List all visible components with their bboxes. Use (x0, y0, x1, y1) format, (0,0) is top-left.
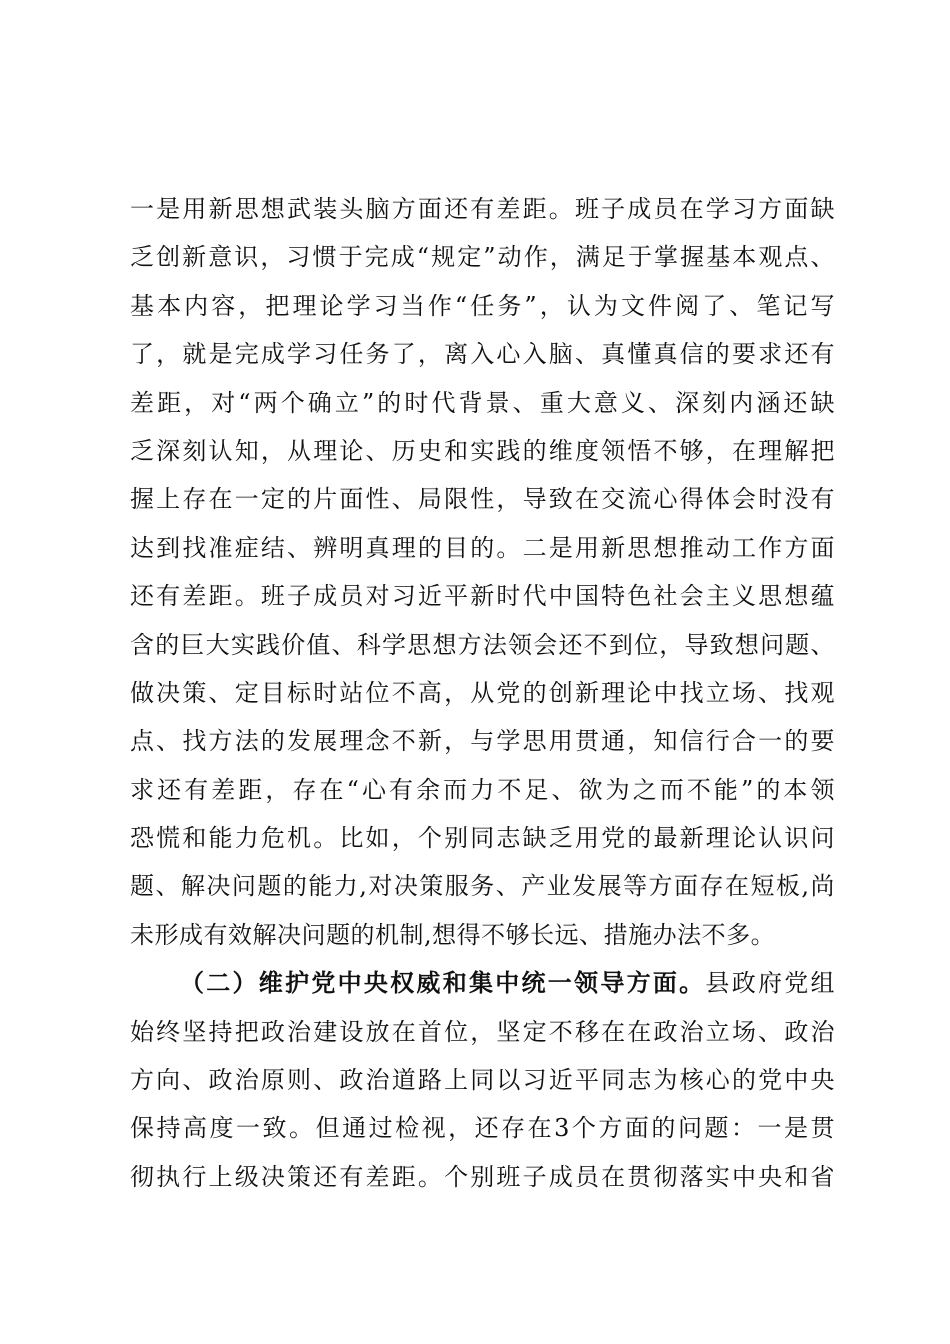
text-line: 差距，对“两个确立”的时代背景、重大意义、深刻内涵还缺 (130, 388, 835, 417)
text-line (130, 959, 835, 1007)
text-line: 未形成有效解决问题的机制,想得不够长远、措施办法不多。 (130, 920, 776, 949)
paragraph-1 (130, 185, 835, 959)
text-line: 点、找方法的发展理念不新，与学思用贯通，知信行合一的要 (130, 727, 835, 756)
text-line: 乏创新意识，习惯于完成“规定”动作，满足于掌握基本观点、 (130, 243, 835, 272)
text-line: 题、解决问题的能力,对决策服务、产业发展等方面存在短板,尚 (130, 872, 835, 901)
section-heading: （二）维护党中央权威和集中统一领导方面。 (180, 968, 706, 998)
text-line: 保持高度一致。但通过检视，还存在3个方面的问题：一是贯 (130, 1114, 835, 1143)
document-body (130, 185, 835, 1201)
text-line: 求还有差距，存在“心有余而力不足、欲为之而不能”的本领 (130, 775, 835, 804)
paragraph-2 (130, 959, 835, 1201)
text-line: 恐慌和能力危机。比如，个别同志缺乏用党的最新理论认识问 (130, 824, 835, 853)
text-line: 乏深刻认知，从理论、历史和实践的维度领悟不够，在理解把 (130, 436, 835, 465)
text-line: 做决策、定目标时站位不高，从党的创新理论中找立场、找观 (130, 678, 835, 707)
text-line: 还有差距。班子成员对习近平新时代中国特色社会主义思想蕴 (130, 582, 835, 611)
text-line: 达到找准症结、辨明真理的目的。二是用新思想推动工作方面 (130, 533, 835, 562)
text-line: 基本内容，把理论学习当作“任务”，认为文件阅了、笔记写 (130, 291, 835, 320)
text-line: 始终坚持把政治建设放在首位，坚定不移在在政治立场、政治 (130, 1017, 835, 1046)
text-line: 握上存在一定的片面性、局限性，导致在交流心得体会时没有 (130, 485, 835, 514)
text-line: 彻执行上级决策还有差距。个别班子成员在贯彻落实中央和省 (130, 1162, 835, 1191)
text-line: 了，就是完成学习任务了，离入心入脑、真懂真信的要求还有 (130, 340, 835, 369)
text-line: 方向、政治原则、政治道路上同以习近平同志为核心的党中央 (130, 1066, 835, 1095)
text-line: 一是用新思想武装头脑方面还有差距。班子成员在学习方面缺 (130, 195, 835, 223)
heading-line-rest: 县政府党组 (705, 969, 835, 998)
text-line: 含的巨大实践价值、科学思想方法领会还不到位，导致想问题、 (130, 630, 835, 659)
